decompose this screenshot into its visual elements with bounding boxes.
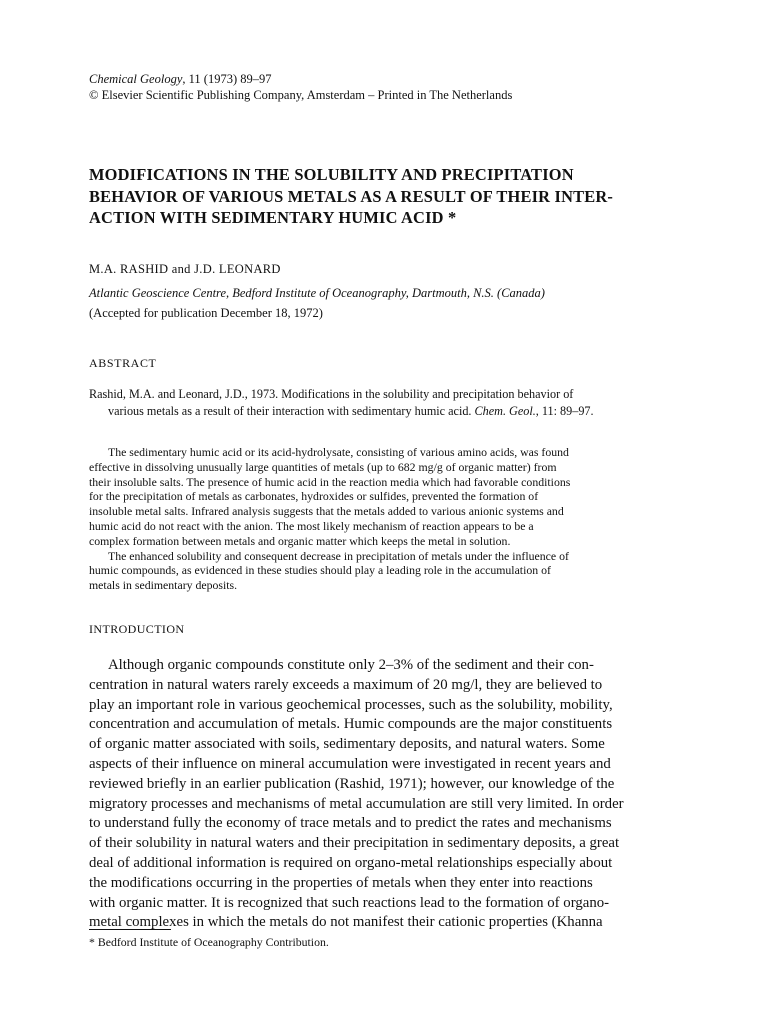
citation-line: Rashid, M.A. and Leonard, J.D., 1973. Modifications in the solubility and precipitation behavior of — [89, 387, 574, 401]
abstract-line: effective in dissolving unusually large quantities of metals (up to 682 mg/g of organic matter) from — [89, 459, 557, 474]
abstract-line: their insoluble salts. The presence of humic acid in the reaction media which had favorable conditions — [89, 474, 571, 489]
accepted-date: (Accepted for publication December 18, 1972) — [89, 306, 323, 320]
authors: M.A. RASHID and J.D. LEONARD — [89, 262, 281, 276]
abstract-line: The sedimentary humic acid or its acid-hydrolysate, consisting of various amino acids, was found — [108, 445, 569, 459]
intro-line: deal of additional information is required on organo-metal relationships especially about — [89, 854, 613, 871]
abstract-line: metals in sedimentary deposits. — [89, 578, 238, 593]
abstract-line: humic acid do not react with the anion. The most likely mechanism of reaction appears to be a — [89, 518, 534, 533]
intro-line: reviewed briefly in an earlier publication (Rashid, 1971); however, our knowledge of the — [89, 775, 615, 792]
introduction-heading: INTRODUCTION — [89, 622, 185, 636]
publisher-line: © Elsevier Scientific Publishing Company, Amsterdam – Printed in The Netherlands — [89, 88, 513, 102]
title-line: ACTION WITH SEDIMENTARY HUMIC ACID * — [89, 208, 457, 227]
journal-name: Chemical Geology — [89, 72, 183, 86]
abstract-citation — [89, 386, 594, 420]
title-line: BEHAVIOR OF VARIOUS METALS AS A RESULT OF THEIR INTER- — [89, 186, 614, 206]
citation-line — [89, 403, 594, 420]
intro-line: aspects of their influence on mineral accumulation were investigated in recent years and — [89, 755, 611, 772]
abstract-line: humic compounds, as evidenced in these studies should play a leading role in the accumulation of — [89, 563, 551, 578]
abstract-line: insoluble metal salts. Infrared analysis suggests that the metals added to various anionic systems and — [89, 504, 564, 519]
intro-line: to understand fully the economy of trace metals and to predict the rates and mechanisms — [89, 815, 612, 832]
journal-volume: , 11 (1973) 89–97 — [182, 72, 272, 86]
intro-line: with organic matter. It is recognized that such reactions lead to the formation of organo- — [89, 894, 610, 911]
affiliation: Atlantic Geoscience Centre, Bedford Institute of Oceanography, Dartmouth, N.S. (Canada) — [89, 286, 545, 300]
intro-line: migratory processes and mechanisms of metal accumulation are still very limited. In order — [89, 795, 624, 812]
citation-pages: , 11: 89–97. — [535, 404, 594, 418]
citation-journal: Chem. Geol. — [474, 404, 536, 418]
citation-text: various metals as a result of their interaction with sedimentary humic acid. — [108, 404, 475, 418]
intro-line: play an important role in various geochemical processes, such as the solubility, mobility, — [89, 696, 613, 713]
intro-line: centration in natural waters rarely exceeds a maximum of 20 mg/l, they are believed to — [89, 676, 603, 693]
abstract-line: complex formation between metals and organic matter which keeps the metal in solution. — [89, 533, 511, 548]
intro-line: concentration and accumulation of metals. Humic compounds are the major constituents — [89, 716, 613, 733]
paper-title — [89, 164, 689, 229]
intro-line: of organic matter associated with soils, sedimentary deposits, and natural waters. Some — [89, 736, 605, 753]
footnote-rule — [89, 929, 171, 930]
journal-reference — [89, 71, 272, 87]
abstract-line: The enhanced solubility and consequent decrease in precipitation of metals under the influence of — [108, 548, 569, 563]
introduction-body — [89, 656, 624, 933]
intro-line: Although organic compounds constitute only 2–3% of the sediment and their con- — [108, 657, 594, 673]
title-line: MODIFICATIONS IN THE SOLUBILITY AND PRECIPITATION — [89, 165, 574, 184]
intro-line: of their solubility in natural waters and their precipitation in sedimentary deposits, a great — [89, 835, 620, 852]
footnote: * Bedford Institute of Oceanography Contribution. — [89, 935, 329, 949]
abstract-body — [89, 445, 570, 593]
intro-line: the modifications occurring in the properties of metals when they enter into reactions — [89, 874, 593, 891]
intro-line: metal complexes in which the metals do not manifest their cationic properties (Khanna — [89, 914, 603, 931]
abstract-heading: ABSTRACT — [89, 356, 157, 370]
abstract-line: for the precipitation of metals as carbonates, hydroxides or sulfides, prevented the formation of — [89, 489, 539, 504]
